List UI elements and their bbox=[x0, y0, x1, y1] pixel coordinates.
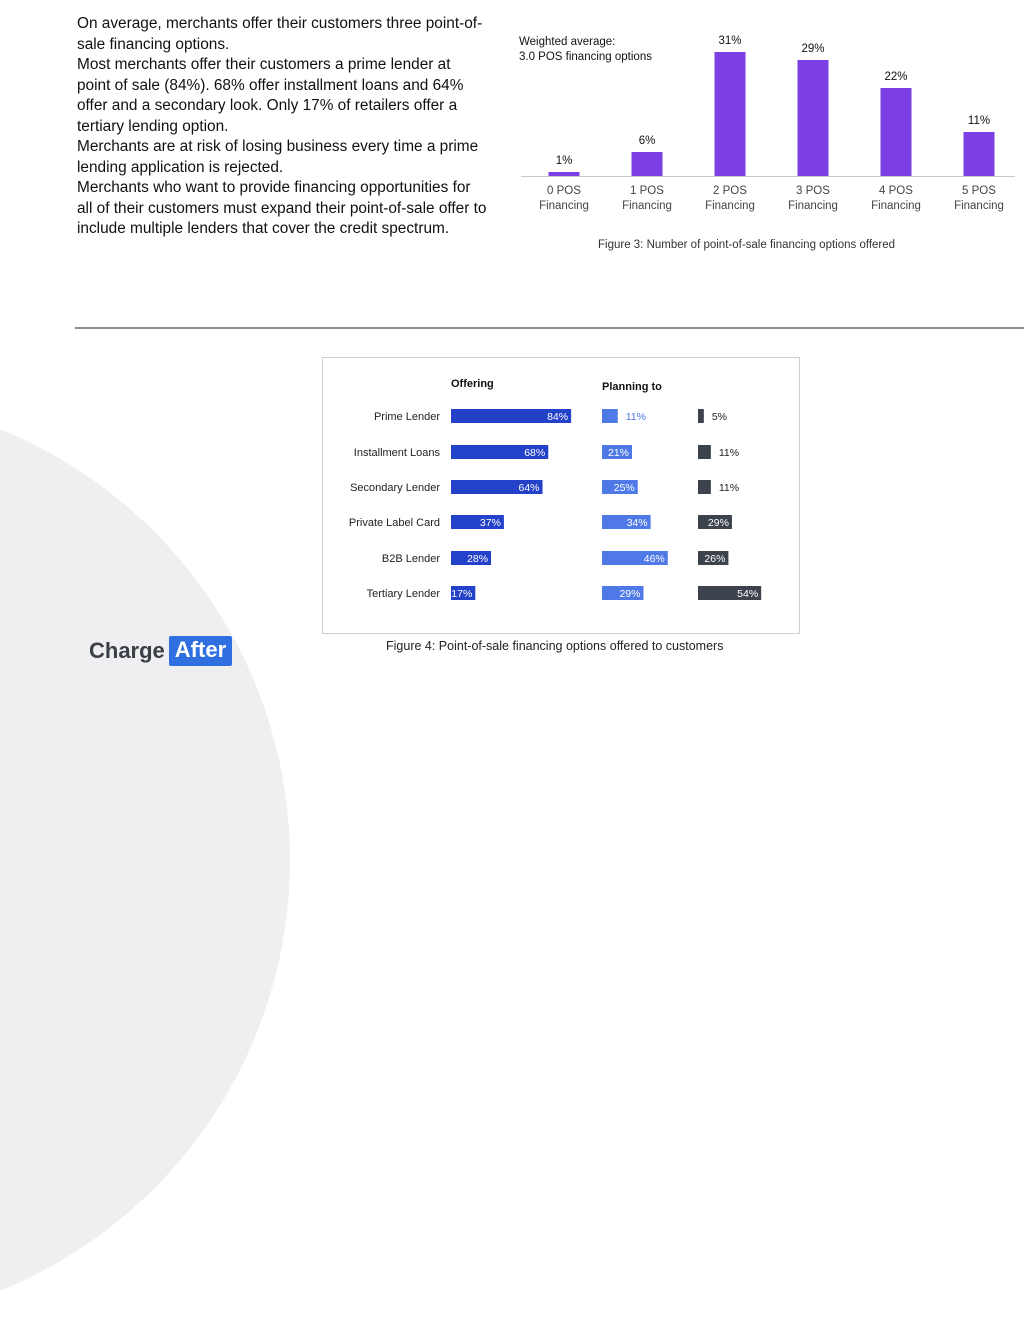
weighted-average-line-2: 3.0 POS financing options bbox=[519, 51, 652, 63]
series-1-value-label-2: 25% bbox=[613, 482, 635, 494]
series-2-value-label-4: 26% bbox=[704, 553, 726, 565]
series-2-bar-0 bbox=[698, 409, 704, 423]
tick-label-0-1: Financing bbox=[539, 200, 589, 212]
category-label-3: Private Label Card bbox=[348, 517, 440, 529]
series-2-value-label-2: 11% bbox=[718, 482, 740, 494]
series-2-value-label-5: 54% bbox=[737, 588, 759, 600]
chargeafter-logo bbox=[89, 634, 232, 668]
category-label-0: Prime Lender bbox=[373, 411, 440, 423]
series-2-value-label-1: 11% bbox=[718, 447, 740, 459]
financing-options-offered-chart bbox=[323, 358, 799, 633]
tick-label-4-1: Financing bbox=[871, 200, 921, 212]
logo-charge-text: Charge bbox=[89, 638, 165, 663]
bar-value-label-3: 29% bbox=[801, 43, 825, 55]
category-label-2: Secondary Lender bbox=[350, 482, 440, 494]
intro-paragraph-4: Merchants who want to provide financing opportunities for all of their customers must expand their point-of-sale offer to include multiple lenders that cover the credit spectrum. bbox=[77, 179, 487, 237]
series-1-value-label-0: 11% bbox=[625, 411, 646, 423]
category-label-1: Installment Loans bbox=[353, 447, 440, 459]
series-0-value-label-5: 17% bbox=[451, 588, 473, 600]
series-0-value-label-3: 37% bbox=[479, 517, 501, 529]
figure-4 bbox=[322, 357, 800, 634]
series-0-value-label-0: 84% bbox=[547, 411, 569, 423]
series-1-value-label-1: 21% bbox=[608, 447, 630, 459]
series-2-bar-1 bbox=[698, 445, 711, 459]
tick-label-5-1: Financing bbox=[954, 200, 1004, 212]
bar-value-label-5: 11% bbox=[967, 115, 991, 127]
tick-label-3-1: Financing bbox=[788, 200, 838, 212]
bar-2 bbox=[715, 52, 746, 176]
tick-label-1-1: Financing bbox=[622, 200, 672, 212]
intro-paragraph-1: On average, merchants offer their customers three point-of-sale financing options. bbox=[77, 15, 483, 53]
series-1-value-label-5: 29% bbox=[619, 588, 641, 600]
series-1-value-label-3: 34% bbox=[626, 517, 648, 529]
section-divider bbox=[75, 327, 1024, 329]
intro-paragraph-2: Most merchants offer their customers a prime lender at point of sale (84%). 68% offer installment loans and 64% offer and a secondary look. Only 17% of retailers offer a tertiary lending option. bbox=[77, 56, 464, 135]
category-label-4: B2B Lender bbox=[381, 553, 440, 565]
tick-label-5-0: 5 POS bbox=[962, 185, 996, 197]
series-0-value-label-4: 28% bbox=[467, 553, 489, 565]
category-label-5: Tertiary Lender bbox=[366, 588, 440, 600]
series-2-bar-2 bbox=[698, 480, 711, 494]
intro-text bbox=[77, 14, 487, 240]
bar-value-label-2: 31% bbox=[718, 35, 742, 47]
weighted-average-line-1: Weighted average: bbox=[519, 36, 616, 48]
column-header-0: Offering bbox=[451, 378, 494, 390]
figure-3 bbox=[505, 28, 1020, 268]
background-arc bbox=[0, 395, 290, 1325]
series-2-value-label-0: 5% bbox=[711, 411, 728, 423]
intro-paragraph-3: Merchants are at risk of losing business every time a prime lending application is rejected. bbox=[77, 138, 479, 176]
series-0-value-label-1: 68% bbox=[524, 447, 546, 459]
figure-4-caption: Figure 4: Point-of-sale financing options offered to customers bbox=[386, 639, 724, 653]
bar-5 bbox=[964, 132, 995, 176]
figure-3-caption: Figure 3: Number of point-of-sale financing options offered bbox=[598, 239, 896, 251]
bar-3 bbox=[798, 60, 829, 176]
logo-after-text: After bbox=[169, 636, 232, 666]
tick-label-3-0: 3 POS bbox=[796, 185, 830, 197]
series-1-bar-0 bbox=[602, 409, 618, 423]
tick-label-4-0: 4 POS bbox=[879, 185, 913, 197]
weighted-average-note bbox=[519, 35, 652, 65]
column-header-1: Planning to bbox=[602, 381, 662, 393]
bar-0 bbox=[549, 172, 580, 176]
bar-1 bbox=[632, 152, 663, 176]
series-2-value-label-3: 29% bbox=[707, 517, 729, 529]
bar-value-label-1: 6% bbox=[638, 135, 656, 147]
series-0-value-label-2: 64% bbox=[518, 482, 540, 494]
series-1-value-label-4: 46% bbox=[643, 553, 665, 565]
tick-label-1-0: 1 POS bbox=[630, 185, 664, 197]
tick-label-2-1: Financing bbox=[705, 200, 755, 212]
bar-4 bbox=[881, 88, 912, 176]
bar-value-label-4: 22% bbox=[884, 71, 908, 83]
bar-value-label-0: 1% bbox=[555, 155, 573, 167]
tick-label-2-0: 2 POS bbox=[713, 185, 747, 197]
tick-label-0-0: 0 POS bbox=[547, 185, 581, 197]
